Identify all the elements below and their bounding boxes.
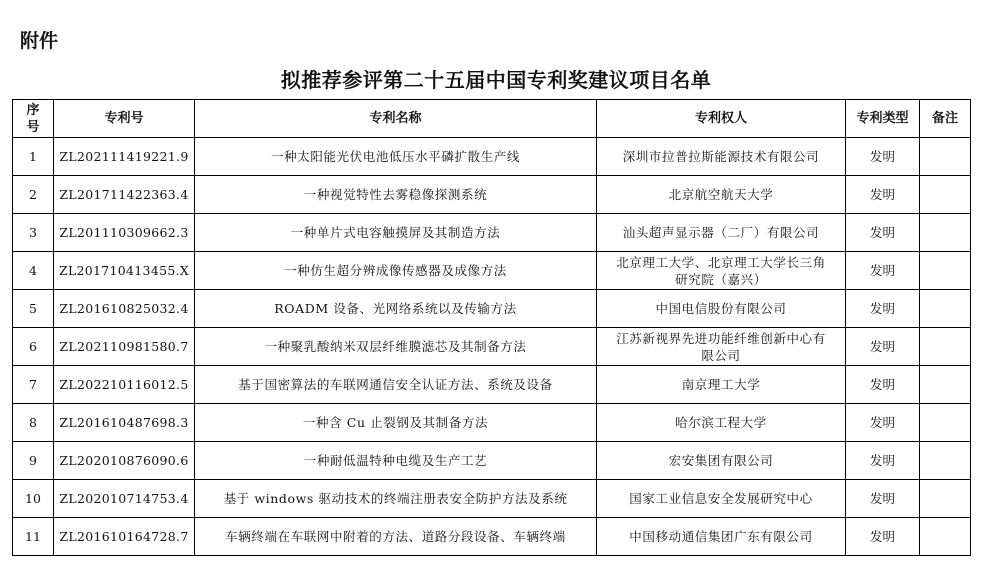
owner-cell: [597, 176, 846, 214]
patent-type-cell: 发明: [846, 442, 920, 480]
seq-cell: 5: [13, 290, 54, 328]
seq-cell: 8: [13, 404, 54, 442]
owner-line1: 北京理工大学、北京理工大学长三角: [616, 254, 826, 270]
owner-line1: 中国移动通信集团广东有限公司: [629, 529, 813, 544]
patent-type-cell: 发明: [846, 290, 920, 328]
remark-cell: [920, 366, 971, 404]
header-seq: [13, 100, 54, 138]
patent-name-cell: 基于国密算法的车联网通信安全认证方法、系统及设备: [195, 366, 597, 404]
owner-cell: [597, 214, 846, 252]
patent-name-cell: 车辆终端在车联网中附着的方法、道路分段设备、车辆终端: [195, 518, 597, 556]
header-seq-line2: 号: [26, 119, 40, 135]
patent-type-cell: 发明: [846, 328, 920, 366]
header-seq-line1: 序: [26, 102, 40, 118]
patent-no-cell: ZL201710413455.X: [54, 252, 195, 290]
header-type: 专利类型: [846, 100, 920, 138]
patent-type-cell: 发明: [846, 138, 920, 176]
patent-no-cell: ZL201110309662.3: [54, 214, 195, 252]
owner-cell: [597, 404, 846, 442]
owner-cell: [597, 290, 846, 328]
table-row: [13, 518, 971, 556]
owner-cell: [597, 138, 846, 176]
table-row: [13, 138, 971, 176]
owner-line2: 研究院（嘉兴）: [675, 271, 767, 287]
patent-name-cell: 一种耐低温特种电缆及生产工艺: [195, 442, 597, 480]
patent-no-cell: ZL202010714753.4: [54, 480, 195, 518]
table-row: [13, 290, 971, 328]
owner-cell: [597, 252, 846, 290]
patent-type-cell: 发明: [846, 480, 920, 518]
patent-no-cell: ZL202010876090.6: [54, 442, 195, 480]
owner-line1: 中国电信股份有限公司: [655, 301, 787, 316]
patent-name-cell: 一种聚乳酸纳米双层纤维膜滤芯及其制备方法: [195, 328, 597, 366]
remark-cell: [920, 328, 971, 366]
table-row: [13, 214, 971, 252]
owner-line1: 国家工业信息安全发展研究中心: [629, 491, 813, 506]
patent-name-cell: 基于 windows 驱动技术的终端注册表安全防护方法及系统: [195, 480, 597, 518]
patent-table: [12, 99, 971, 556]
header-owner: 专利权人: [597, 100, 846, 138]
remark-cell: [920, 442, 971, 480]
owner-line1: 南京理工大学: [681, 377, 761, 392]
owner-line1: 哈尔滨工程大学: [675, 415, 767, 430]
header-patent-no: 专利号: [54, 100, 195, 138]
table-row: [13, 176, 971, 214]
remark-cell: [920, 290, 971, 328]
seq-cell: 10: [13, 480, 54, 518]
patent-name-cell: 一种仿生超分辨成像传感器及成像方法: [195, 252, 597, 290]
owner-cell: [597, 328, 846, 366]
owner-line1: 汕头超声显示器（二厂）有限公司: [622, 225, 820, 240]
patent-type-cell: 发明: [846, 366, 920, 404]
owner-line1: 北京航空航天大学: [668, 187, 774, 202]
remark-cell: [920, 214, 971, 252]
attachment-label: 附件: [20, 30, 59, 52]
patent-no-cell: ZL202111419221.9: [54, 138, 195, 176]
seq-cell: 2: [13, 176, 54, 214]
owner-cell: [597, 366, 846, 404]
patent-name-cell: 一种单片式电容触摸屏及其制造方法: [195, 214, 597, 252]
table-row: [13, 404, 971, 442]
patent-no-cell: ZL202110981580.7: [54, 328, 195, 366]
seq-cell: 7: [13, 366, 54, 404]
header-remark: 备注: [920, 100, 971, 138]
seq-cell: 11: [13, 518, 54, 556]
patent-type-cell: 发明: [846, 518, 920, 556]
patent-type-cell: 发明: [846, 252, 920, 290]
seq-cell: 9: [13, 442, 54, 480]
patent-no-cell: ZL201610164728.7: [54, 518, 195, 556]
seq-cell: 6: [13, 328, 54, 366]
remark-cell: [920, 252, 971, 290]
patent-name-cell: 一种含 Cu 止裂钢及其制备方法: [195, 404, 597, 442]
remark-cell: [920, 176, 971, 214]
table-row: [13, 480, 971, 518]
owner-line1: 深圳市拉普拉斯能源技术有限公司: [622, 149, 820, 164]
remark-cell: [920, 518, 971, 556]
patent-no-cell: ZL202210116012.5: [54, 366, 195, 404]
seq-cell: 4: [13, 252, 54, 290]
table-header-row: [13, 100, 971, 138]
remark-cell: [920, 138, 971, 176]
table-row: [13, 442, 971, 480]
seq-cell: 3: [13, 214, 54, 252]
owner-line2: 限公司: [701, 347, 741, 363]
owner-cell: [597, 480, 846, 518]
patent-name-cell: ROADM 设备、光网络系统以及传输方法: [195, 290, 597, 328]
remark-cell: [920, 480, 971, 518]
table-row: [13, 366, 971, 404]
seq-cell: 1: [13, 138, 54, 176]
patent-type-cell: 发明: [846, 176, 920, 214]
patent-no-cell: ZL201711422363.4: [54, 176, 195, 214]
patent-type-cell: 发明: [846, 404, 920, 442]
patent-no-cell: ZL201610825032.4: [54, 290, 195, 328]
owner-cell: [597, 442, 846, 480]
patent-name-cell: 一种视觉特性去雾稳像探测系统: [195, 176, 597, 214]
table-row: [13, 252, 971, 290]
remark-cell: [920, 404, 971, 442]
owner-line1: 宏安集团有限公司: [668, 453, 774, 468]
header-patent-name: 专利名称: [195, 100, 597, 138]
owner-cell: [597, 518, 846, 556]
page-title: 拟推荐参评第二十五届中国专利奖建议项目名单: [280, 68, 712, 92]
owner-line1: 江苏新视界先进功能纤维创新中心有: [616, 330, 826, 346]
patent-name-cell: 一种太阳能光伏电池低压水平磷扩散生产线: [195, 138, 597, 176]
patent-type-cell: 发明: [846, 214, 920, 252]
patent-no-cell: ZL201610487698.3: [54, 404, 195, 442]
table-row: [13, 328, 971, 366]
